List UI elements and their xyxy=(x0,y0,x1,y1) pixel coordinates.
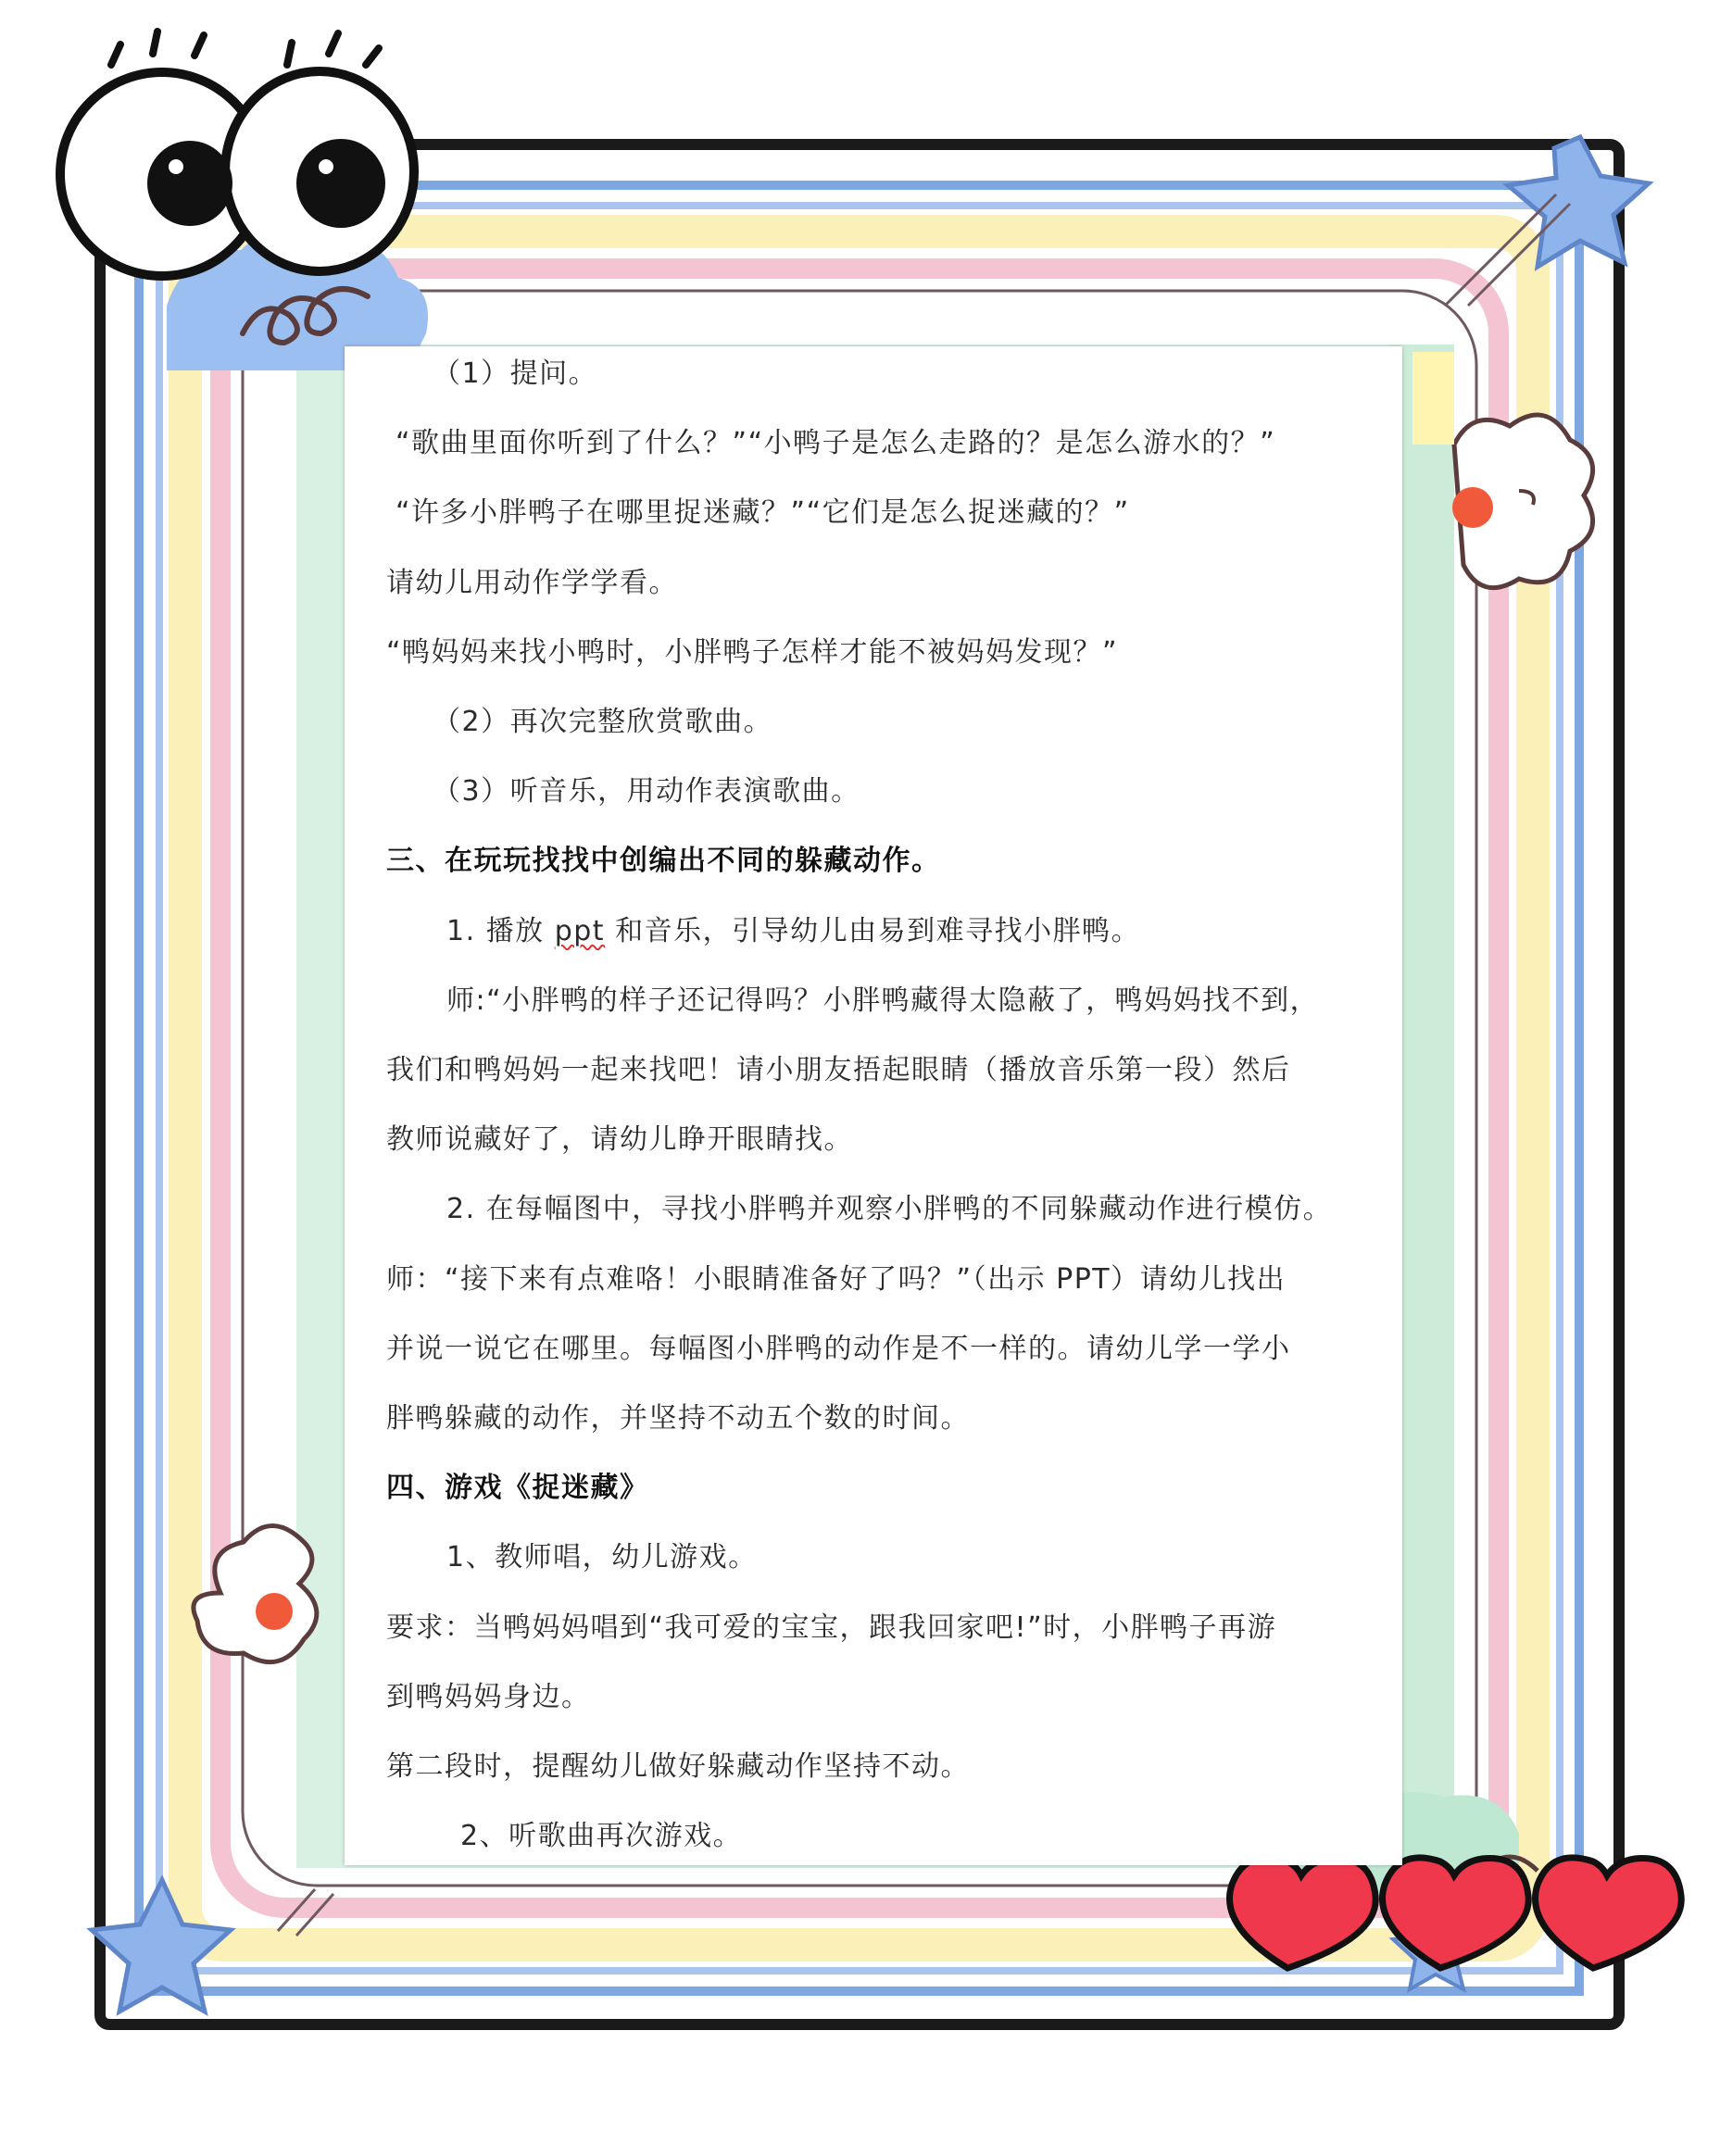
line-text: 第二段时，提醒幼儿做好躲藏动作坚持不动。 xyxy=(386,1750,970,1783)
line-text: 教师说藏好了，请幼儿睁开眼睛找。 xyxy=(386,1123,853,1157)
document-page xyxy=(345,346,1402,1865)
paragraph-line xyxy=(386,1611,1276,1645)
paragraph-line xyxy=(433,357,597,391)
line-text: （2）再次完整欣赏歌曲。 xyxy=(433,706,773,738)
line-text: （1）提问。 xyxy=(433,357,598,390)
line-text: 并说一说它在哪里。每幅图小胖鸭的动作是不一样的。请幼儿学一学小 xyxy=(386,1332,1291,1365)
line-text: 要求：当鸭妈妈唱到“我可爱的宝宝，跟我回家吧!”时，小胖鸭子再游 xyxy=(386,1611,1277,1644)
paragraph-line xyxy=(433,775,860,808)
paragraph-line xyxy=(386,636,1118,670)
paragraph-line xyxy=(386,1750,970,1784)
section-heading xyxy=(386,845,941,878)
paragraph-line xyxy=(386,1054,1291,1087)
paragraph-line xyxy=(386,1402,970,1435)
line-text: 师:“小胖鸭的样子还记得吗？小胖鸭藏得太隐蔽了，鸭妈妈找不到， xyxy=(446,984,1320,1017)
line-text: “歌曲里面你听到了什么？”“小鸭子是怎么走路的？是怎么游水的？” xyxy=(395,427,1276,460)
paragraph-line xyxy=(386,1123,853,1157)
paragraph-line xyxy=(446,1193,1332,1226)
spellcheck-word: ppt xyxy=(554,914,606,947)
paragraph-line xyxy=(446,1541,758,1574)
paragraph-line xyxy=(386,1681,591,1714)
section-heading xyxy=(386,1472,649,1505)
paragraph-line xyxy=(386,1263,1286,1297)
eyes-icon xyxy=(60,31,414,276)
line-text: 胖鸭躲藏的动作，并坚持不动五个数的时间。 xyxy=(386,1402,970,1435)
line-text: 1. 播放 xyxy=(446,914,555,947)
paragraph-line xyxy=(395,427,1275,460)
line-text: 我们和鸭妈妈一起来找吧！请小朋友捂起眼睛（播放音乐第一段）然后 xyxy=(386,1054,1291,1086)
paragraph-line xyxy=(386,567,678,600)
line-text: 请幼儿用动作学学看。 xyxy=(386,566,678,599)
line-text: 到鸭妈妈身边。 xyxy=(386,1680,591,1713)
line-text: 四、游戏《捉迷藏》 xyxy=(386,1472,649,1505)
paragraph-line xyxy=(395,496,1130,530)
line-text: “许多小胖鸭子在哪里捉迷藏？”“它们是怎么捉迷藏的？” xyxy=(395,496,1130,530)
line-text: 2、听歌曲再次游戏。 xyxy=(460,1820,743,1853)
paragraph-line xyxy=(433,706,772,739)
paragraph-line xyxy=(386,1333,1291,1366)
paragraph-line xyxy=(460,1820,742,1853)
line-text: 和音乐，引导幼儿由易到难寻找小胖鸭。 xyxy=(605,914,1141,947)
line-text: 1、教师唱，幼儿游戏。 xyxy=(446,1541,758,1574)
line-text: 三、在玩玩找找中创编出不同的躲藏动作。 xyxy=(386,845,941,878)
line-text: 2. 在每幅图中，寻找小胖鸭并观察小胖鸭的不同躲藏动作进行模仿。 xyxy=(446,1193,1333,1226)
heart-icon xyxy=(1230,1858,1682,1968)
line-text: 师：“接下来有点难咯！小眼睛准备好了吗？”（出示 PPT）请幼儿找出 xyxy=(386,1262,1287,1296)
line-text: “鸭妈妈来找小鸭时，小胖鸭子怎样才能不被妈妈发现？” xyxy=(386,635,1119,669)
paragraph-line xyxy=(446,984,1319,1018)
paragraph-line xyxy=(446,915,1140,948)
line-text: （3）听音乐，用动作表演歌曲。 xyxy=(433,775,860,808)
